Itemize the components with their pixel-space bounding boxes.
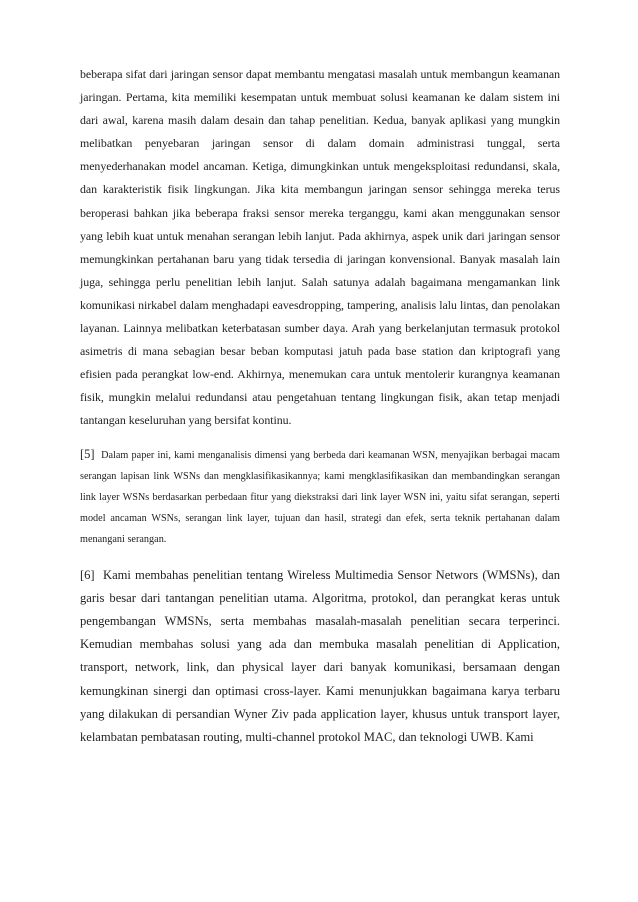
paragraph-text: Dalam paper ini, kami menganalisis dimensi yang berbeda dari keamanan WSN, menyajikan berbagai macam serangan lapisan link WSNs dan mengklasifikasikannya; kami mengklasifikasikan dan membandingkan serangan link layer WSNs berdasarkan perbedaan fitur yang diekstraksi dari link layer WSN ini, yaitu sifat serangan, seperti model ancaman WSNs, serangan link layer, tujuan dan hasil, strategi dan efek, serta teknik pertahanan dalam menangani serangan. xyxy=(80,449,560,546)
paragraph-reference-6 xyxy=(80,564,560,750)
paragraph-continuation: beberapa sifat dari jaringan sensor dapat membantu mengatasi masalah untuk membangun keamanan jaringan. Pertama, kita memiliki kesempatan untuk membuat solusi keamanan ke dalam sistem ini dari awal, karena masih dalam desain dan tahap penelitian. Kedua, banyak aplikasi yang mungkin melibatkan penyebaran jaringan sensor di dalam domain administrasi tunggal, serta menyederhanakan model ancaman. Ketiga, dimungkinkan untuk mengeksploitasi redundansi, skala, dan karakteristik fisik lingkungan. Jika kita membangun jaringan sensor sehingga mereka terus beroperasi bahkan jika beberapa fraksi sensor mereka terganggu, kami akan menggunakan sensor yang lebih kuat untuk menahan serangan lebih lanjut. Pada akhirnya, aspek unik dari jaringan sensor memungkinkan pertahanan baru yang tidak tersedia di jaringan konvensional. Banyak masalah lain juga, sehingga perlu penelitian lebih lanjut. Salah satunya adalah bagaimana mengamankan link komunikasi nirkabel dalam menghadapi eavesdropping, tampering, analisis lalu lintas, dan penolakan layanan. Lainnya melibatkan keterbatasan sumber daya. Arah yang berkelanjutan termasuk protokol asimetris di mana sebagian besar beban komputasi jatuh pada base station dan kriptografi yang efisien pada perangkat low-end. Akhirnya, menemukan cara untuk mentolerir kurangnya keamanan fisik, mungkin melalui redundansi atau pengetahuan tentang lingkungan fisik, akan tetap menjadi tantangan keseluruhan yang bersifat kontinu. xyxy=(80,67,560,428)
paragraph-text: Kami membahas penelitian tentang Wireless Multimedia Sensor Networs (WMSNs), dan garis besar dari tantangan penelitian utama. Algoritma, protokol, dan perangkat keras untuk pengembangan WMSNs, serta membahas masalah-masalah penelitian secara terperinci. Kemudian membahas solusi yang ada dan membuka masalah penelitian di Application, transport, network, link, dan physical layer dari banyak komunikasi, bersamaan dengan kemungkinan sinergi dan optimasi cross-layer. Kami menunjukkan bagaimana karya terbaru yang dilakukan di persandian Wyner Ziv pada application layer, khusus untuk transport layer, kelambatan pembatasan routing, multi-channel protokol MAC, dan teknologi UWB. Kami xyxy=(80,567,560,744)
document-page xyxy=(80,63,560,749)
reference-number: [6] xyxy=(80,567,95,582)
paragraph-reference-5 xyxy=(80,444,560,551)
reference-number: [5] xyxy=(80,446,95,461)
